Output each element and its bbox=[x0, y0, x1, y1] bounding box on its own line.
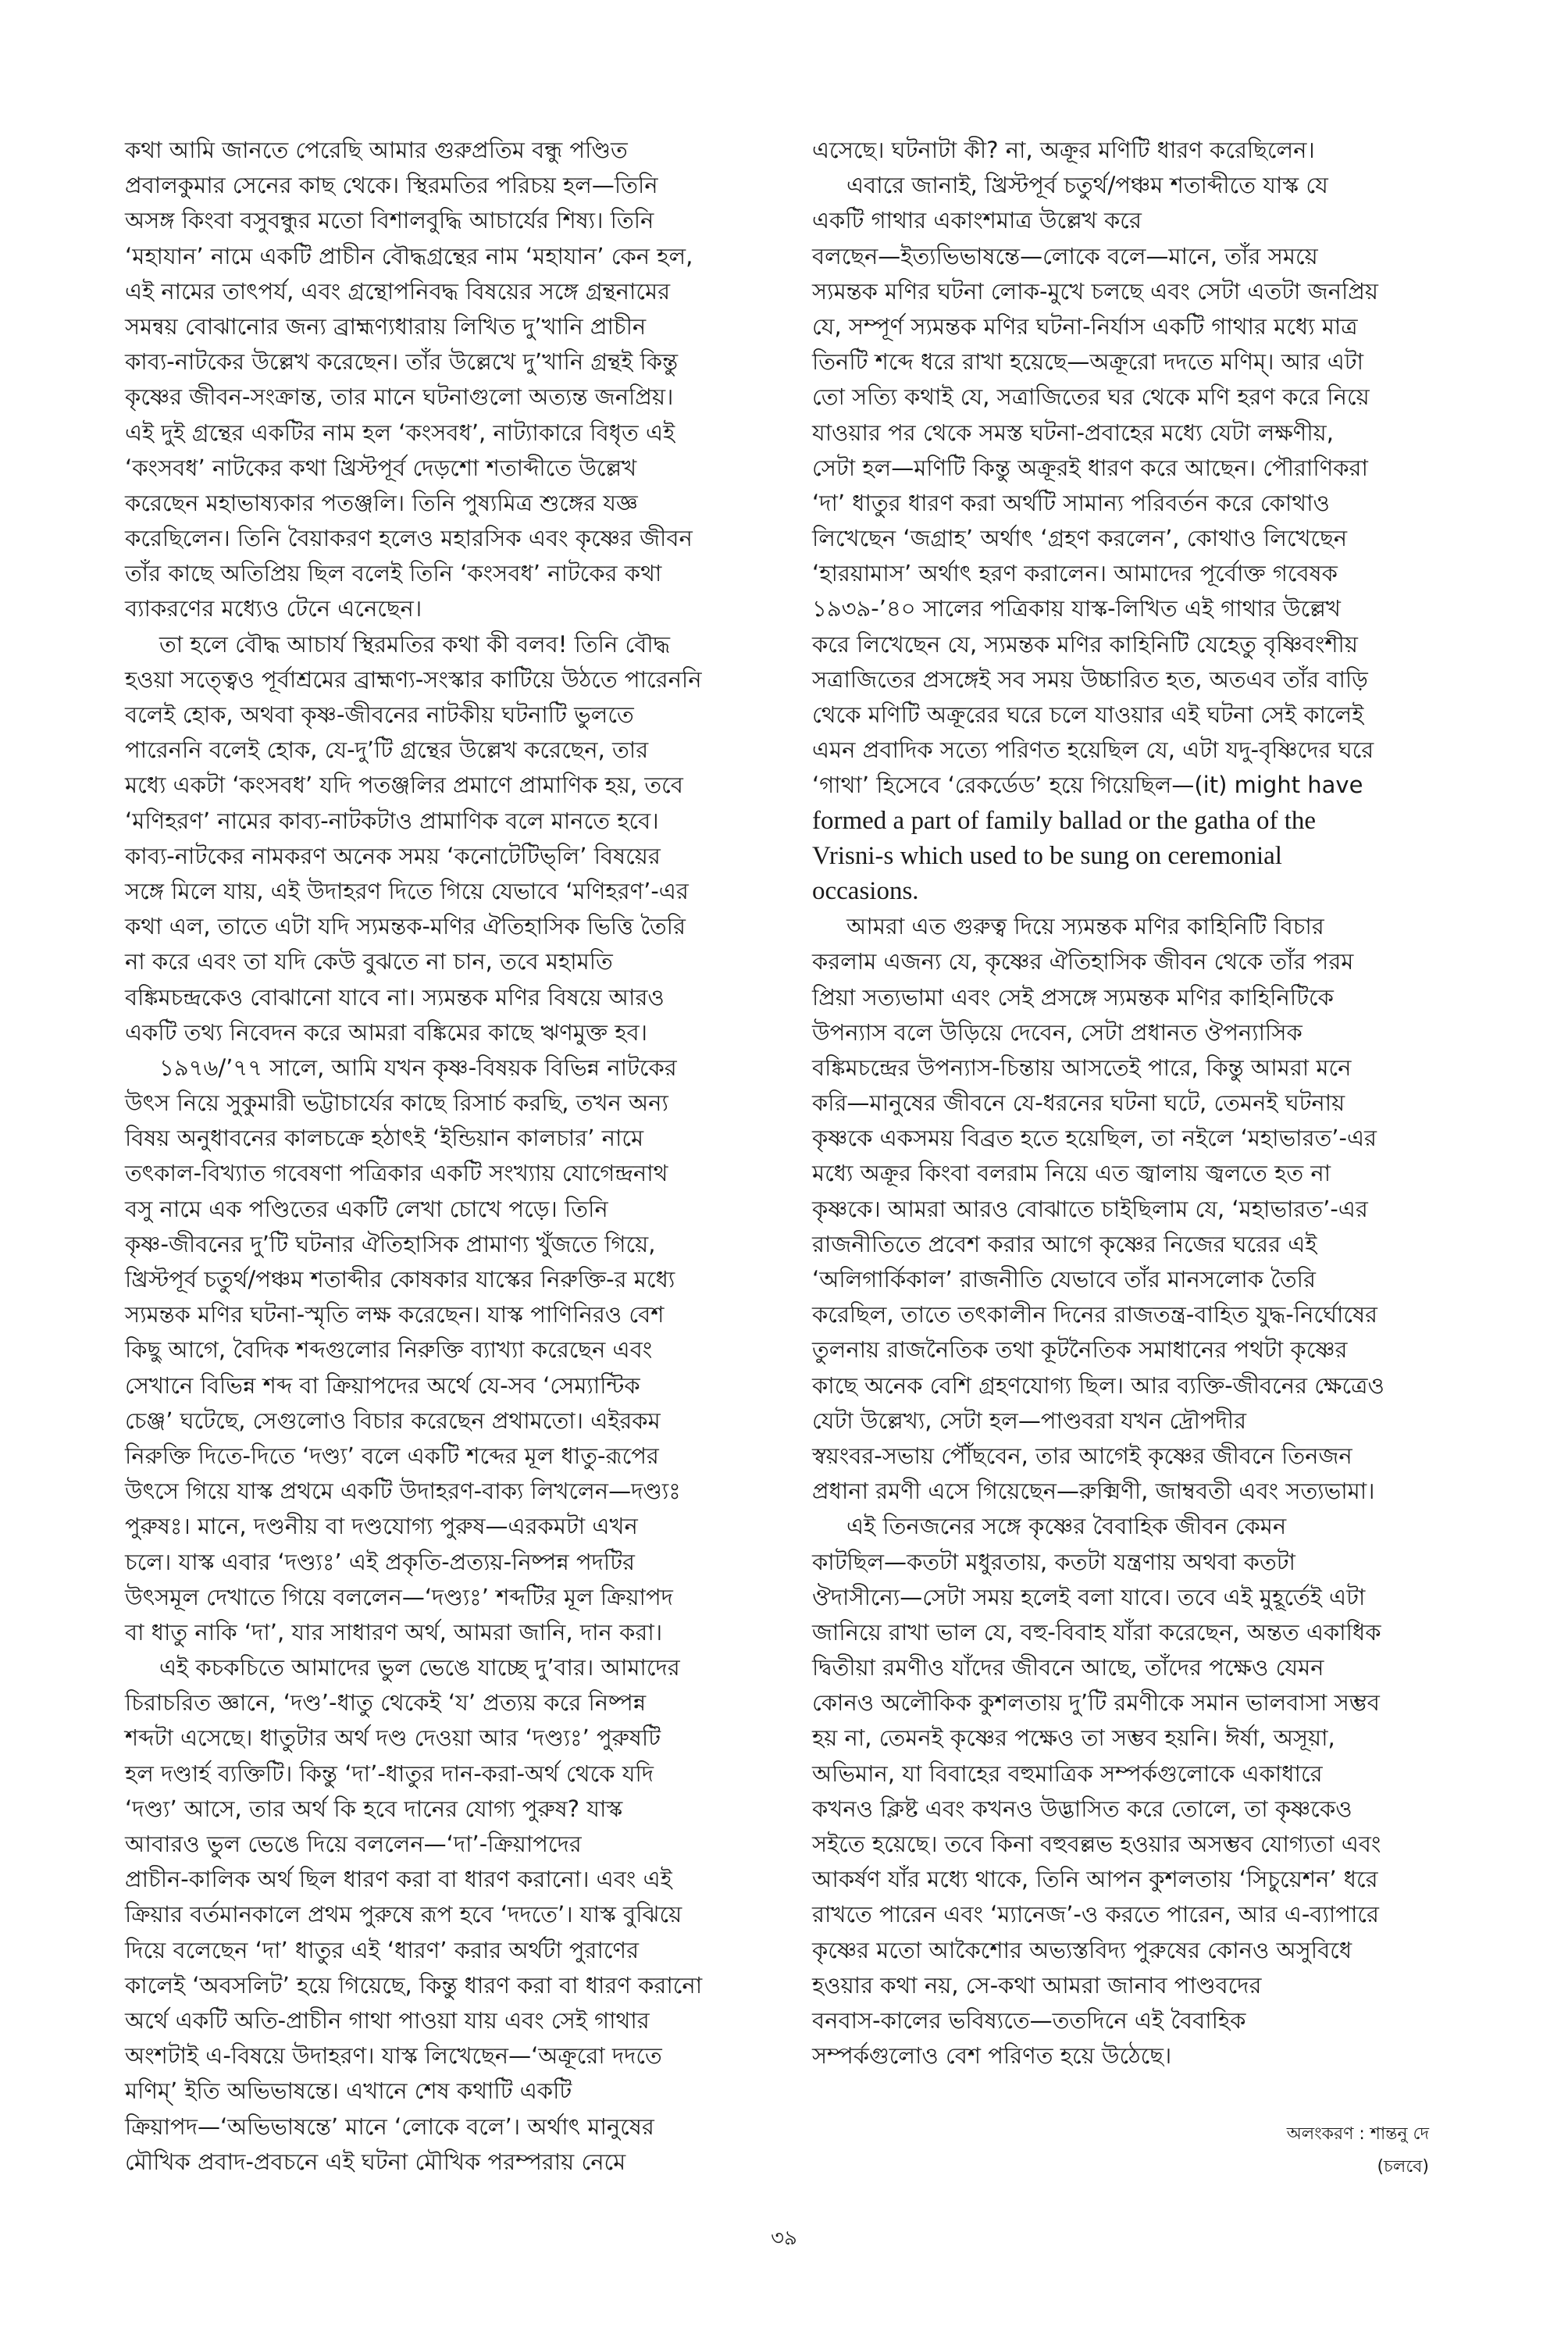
text-line: অসঙ্গ কিংবা বসুবন্ধুর মতো বিশালবুদ্ধি আচার্যের শিষ্য। তিনি bbox=[125, 207, 654, 234]
text-line: আবারও ভুল ভেঙে দিয়ে বললেন—‘দা’-ক্রিয়াপদের bbox=[125, 1831, 582, 1857]
text-line: এসেছে। ঘটনাটা কী? না, অক্রূর মণিটি ধারণ করেছিলেন। bbox=[812, 137, 1315, 163]
text-line: চেঞ্জ’ ঘটেছে, সেগুলোও বিচার করেছেন প্রথামতো। এইরকম bbox=[125, 1407, 661, 1434]
text-line: করি—মানুষের জীবনে যে-ধরনের ঘটনা ঘটে, তেমনই ঘটনায় bbox=[812, 1089, 1345, 1117]
text-line: সইতে হয়েছে। তবে কিনা বহুবল্লভ হওয়ার অসম্ভব যোগ্যতা এবং bbox=[812, 1831, 1381, 1857]
text-line: যাওয়ার পর থেকে সমস্ত ঘটনা-প্রবাহের মধ্যে যেটা লক্ষণীয়, bbox=[812, 419, 1334, 446]
text-line: প্রধানা রমণী এসে গিয়েছেন—রুক্মিণী, জাম্ববতী এবং সত্যভামা। bbox=[812, 1478, 1375, 1505]
text-line: চিরাচরিত জ্ঞানে, ‘দণ্ড’-ধাতু থেকেই ‘য’ প্রত্যয় করে নিষ্পন্ন bbox=[125, 1689, 647, 1717]
text-line: হয় না, তেমনই কৃষ্ণের পক্ষেও তা সম্ভব হয়নি। ঈর্ষা, অসূয়া, bbox=[812, 1724, 1335, 1752]
text-line: বলছেন—ইত্যভিভাষন্তে—লোকে বলে—মানে, তাঁর সময়ে bbox=[812, 242, 1318, 269]
text-line: আকর্ষণ যাঁর মধ্যে থাকে, তিনি আপন কুশলতায় ‘সিচুয়েশন’ ধরে bbox=[812, 1866, 1378, 1893]
text-line: একটি গাথার একাংশমাত্র উল্লেখ করে bbox=[812, 207, 1142, 234]
text-line: কালেই ‘অবসলিট’ হয়ে গিয়েছে, কিন্তু ধারণ করা বা ধারণ করানো bbox=[125, 1971, 703, 1999]
text-line: উৎস নিয়ে সুকুমারী ভট্টাচার্যের কাছে রিসার্চ করছি, তখন অন্য bbox=[125, 1089, 668, 1117]
text-line: কাটছিল—কতটা মধুরতায়, কতটা যন্ত্রণায় অথবা কতটা bbox=[812, 1548, 1295, 1575]
text-line: ‘মহাযান’ নামে একটি প্রাচীন বৌদ্ধগ্রন্থের নাম ‘মহাযান’ কেন হল, bbox=[125, 242, 693, 269]
text-line: এমন প্রবাদিক সত্যে পরিণত হয়েছিল যে, এটা যদু-বৃষ্ণিদের ঘরে bbox=[812, 736, 1374, 764]
paragraph bbox=[125, 1650, 757, 2180]
text-line: কৃষ্ণকে একসময় বিব্রত হতে হয়েছিল, তা নইলে ‘মহাভারত’-এর bbox=[812, 1125, 1377, 1152]
continued-note: (চলবে) bbox=[1377, 2157, 1429, 2177]
text-line: করে লিখেছেন যে, স্যমন্তক মণির কাহিনিটি যেহেতু বৃষ্ণিবংশীয় bbox=[812, 630, 1358, 658]
text-line: রাজনীতিতে প্রবেশ করার আগে কৃষ্ণের নিজের ঘরের এই bbox=[812, 1230, 1317, 1257]
text-line: ঔদাসীন্যে—সেটা সময় হলেই বলা যাবে। তবে এই মুহূর্তেই এটা bbox=[812, 1583, 1366, 1610]
page-number: ৩৯ bbox=[771, 2227, 797, 2250]
text-line: মৌখিক প্রবাদ-প্রবচনে এই ঘটনা মৌখিক পরম্পরায় নেমে bbox=[125, 2148, 626, 2175]
text-line: অংশটাই এ-বিষয়ে উদাহরণ। যাস্ক লিখেছেন—‘অক্রূরো দদতে bbox=[125, 2042, 662, 2070]
text-line: কোনও অলৌকিক কুশলতায় দু’টি রমণীকে সমান ভালবাসা সম্ভব bbox=[812, 1689, 1380, 1717]
text-line: ‘দণ্ড্য’ আসে, তার অর্থ কি হবে দানের যোগ্য পুরুষ? যাস্ক bbox=[125, 1795, 623, 1822]
text-line: বঙ্কিমচন্দ্রের উপন্যাস-চিন্তায় আসতেই পারে, কিন্তু আমরা মনে bbox=[812, 1054, 1352, 1081]
paragraph bbox=[812, 909, 1452, 1509]
text-line: বিষয় অনুধাবনের কালচক্রে হঠাৎই ‘ইন্ডিয়ান কালচার’ নামে bbox=[125, 1125, 644, 1152]
text-line: দ্বিতীয়া রমণীও যাঁদের জীবনে আছে, তাঁদের পক্ষেও যেমন bbox=[812, 1654, 1324, 1681]
text-line: ‘অলিগার্কিকাল’ রাজনীতি যেভাবে তাঁর মানসলোক তৈরি bbox=[812, 1266, 1316, 1293]
text-line: তিনটি শব্দে ধরে রাখা হয়েছে—অক্রূরো দদতে মণিম্। আর এটা bbox=[812, 348, 1363, 376]
text-line: প্রবালকুমার সেনের কাছ থেকে। স্থিরমতির পরিচয় হল—তিনি bbox=[125, 172, 658, 199]
text-line: ক্রিয়ার বর্তমানকালে প্রথম পুরুষে রূপ হবে ‘দদতে’। যাস্ক বুঝিয়ে bbox=[125, 1901, 682, 1928]
text-line: জানিয়ে রাখা ভাল যে, বহু-বিবাহ যাঁরা করেছেন, অন্তত একাধিক bbox=[812, 1618, 1381, 1646]
text-line: থেকে মণিটি অক্রূরের ঘরে চলে যাওয়ার এই ঘটনা সেই কালেই bbox=[812, 701, 1364, 728]
text-line: সেটা হল—মণিটি কিন্তু অক্রূরই ধারণ করে আছেন। পৌরাণিকরা bbox=[812, 454, 1368, 481]
text-line: Vrisni-s which used to be sung on ceremonial bbox=[812, 841, 1282, 870]
text-line: হওয়া সত্ত্বেও পূর্বাশ্রমের ব্রাহ্মণ্য-সংস্কার কাটিয়ে উঠতে পারেননি bbox=[125, 665, 702, 693]
text-line: এবারে জানাই, খ্রিস্টপূর্ব চতুর্থ/পঞ্চম শতাব্দীতে যাস্ক যে bbox=[846, 172, 1328, 199]
text-line: সম্পর্কগুলোও বেশ পরিণত হয়ে উঠেছে। bbox=[812, 2042, 1172, 2070]
text-line: করেছিলেন। তিনি বৈয়াকরণ হলেও মহারসিক এবং কৃষ্ণের জীবন bbox=[125, 525, 693, 552]
text-line: উৎসমূল দেখাতে গিয়ে বললেন—‘দণ্ড্যঃ’ শব্দটির মূল ক্রিয়াপদ bbox=[125, 1583, 673, 1610]
article-column-right bbox=[812, 133, 1452, 2074]
text-line: অভিমান, যা বিবাহের বহুমাত্রিক সম্পর্কগুলোকে একাধারে bbox=[812, 1760, 1323, 1787]
paragraph bbox=[812, 1509, 1452, 2074]
text-line: যে, সম্পূর্ণ স্যমন্তক মণির ঘটনা-নির্যাস একটি গাথার মধ্যে মাত্র bbox=[812, 312, 1358, 340]
text-line: formed a part of family ballad or the gatha of the bbox=[812, 806, 1317, 835]
text-line: ব্যাকরণের মধ্যেও টেনে এনেছেন। bbox=[125, 595, 422, 622]
text-line: কিছু আগে, বৈদিক শব্দগুলোর নিরুক্তি ব্যাখ্যা করেছেন এবং bbox=[125, 1336, 653, 1364]
text-line: খ্রিস্টপূর্ব চতুর্থ/পঞ্চম শতাব্দীর কোষকার যাস্কের নিরুক্তি-র মধ্যে bbox=[125, 1266, 675, 1293]
text-line: ১৯৩৯-’৪০ সালের পত্রিকায় যাস্ক-লিখিত এই গাথার উল্লেখ bbox=[812, 595, 1341, 622]
text-line: সমন্বয় বোঝানোর জন্য ব্রাহ্মণ্যধারায় লিখিত দু’খানি প্রাচীন bbox=[125, 312, 647, 340]
text-line: সত্রাজিতের প্রসঙ্গেই সব সময় উচ্চারিত হত, অতএব তাঁর বাড়ি bbox=[812, 665, 1368, 693]
text-line: স্যমন্তক মণির ঘটনা লোক-মুখে চলছে এবং সেটা এতটা জনপ্রিয় bbox=[812, 277, 1378, 305]
text-line: পারেননি বলেই হোক, যে-দু’টি গ্রন্থের উল্লেখ করেছেন, তার bbox=[125, 736, 649, 764]
text-line: পুরুষঃ। মানে, দণ্ডনীয় বা দণ্ডযোগ্য পুরুষ—এরকমটা এখন bbox=[125, 1513, 638, 1540]
paragraph bbox=[125, 133, 757, 627]
paragraph bbox=[125, 1050, 757, 1650]
text-line: ১৯৭৬/’৭৭ সালে, আমি যখন কৃষ্ণ-বিষয়ক বিভিন্ন নাটকের bbox=[159, 1054, 677, 1081]
text-line: কথা এল, তাতে এটা যদি স্যমন্তক-মণির ঐতিহাসিক ভিত্তি তৈরি bbox=[125, 913, 686, 940]
text-line: occasions. bbox=[812, 876, 919, 905]
text-line: দিয়ে বলেছেন ‘দা’ ধাতুর এই ‘ধারণ’ করার অর্থটা পুরাণের bbox=[125, 1936, 640, 1963]
text-line: হওয়ার কথা নয়, সে-কথা আমরা জানাব পাণ্ডবদের bbox=[812, 1971, 1262, 1999]
text-line: বসু নামে এক পণ্ডিতের একটি লেখা চোখে পড়ে। তিনি bbox=[125, 1195, 608, 1222]
text-line: করেছেন মহাভাষ্যকার পতঞ্জলি। তিনি পুষ্যমিত্র শুঙ্গের যজ্ঞ bbox=[125, 489, 638, 516]
text-line: বা ধাতু নাকি ‘দা’, যার সাধারণ অর্থ, আমরা জানি, দান করা। bbox=[125, 1618, 663, 1646]
article-column-left bbox=[125, 133, 757, 2180]
text-line: তাঁর কাছে অতিপ্রিয় ছিল বলেই তিনি ‘কংসবধ’ নাটকের কথা bbox=[125, 560, 662, 587]
text-line: আমরা এত গুরুত্ব দিয়ে স্যমন্তক মণির কাহিনিটি বিচার bbox=[846, 913, 1324, 940]
text-line: বনবাস-কালের ভবিষ্যতে—ততদিনে এই বৈবাহিক bbox=[812, 2006, 1246, 2034]
illustration-credit: অলংকরণ : শান্তনু দে bbox=[1286, 2124, 1429, 2144]
text-line: কৃষ্ণ-জীবনের দু’টি ঘটনার ঐতিহাসিক প্রামাণ্য খুঁজতে গিয়ে, bbox=[125, 1230, 656, 1257]
text-line: এই কচকচিতে আমাদের ভুল ভেঙে যাচ্ছে দু’বার। আমাদের bbox=[159, 1654, 680, 1681]
text-line: কখনও ক্লিষ্ট এবং কখনও উদ্ভাসিত করে তোলে, তা কৃষ্ণকেও bbox=[812, 1795, 1352, 1822]
paragraph bbox=[125, 627, 757, 1050]
text-line: লিখেছেন ‘জগ্রাহ’ অর্থাৎ ‘গ্রহণ করলেন’, কোথাও লিখেছেন bbox=[812, 525, 1348, 552]
text-line: এই তিনজনের সঙ্গে কৃষ্ণের বৈবাহিক জীবন কেমন bbox=[846, 1513, 1287, 1540]
text-line: রাখতে পারেন এবং ‘ম্যানেজ’-ও করতে পারেন, আর এ-ব্যাপারে bbox=[812, 1901, 1379, 1928]
text-line: হল দণ্ডার্হ ব্যক্তিটি। কিন্তু ‘দা’-ধাতুর দান-করা-অর্থ থেকে যদি bbox=[125, 1760, 654, 1787]
paragraph bbox=[812, 168, 1452, 909]
text-line: যেটা উল্লেখ্য, সেটা হল—পাণ্ডবরা যখন দ্রৌপদীর bbox=[812, 1407, 1247, 1434]
text-line: স্যমন্তক মণির ঘটনা-স্মৃতি লক্ষ করেছেন। যাস্ক পাণিনিরও বেশ bbox=[125, 1301, 665, 1328]
text-line: সেখানে বিভিন্ন শব্দ বা ক্রিয়াপদের অর্থে যে-সব ‘সেম্যান্টিক bbox=[125, 1371, 640, 1399]
text-line: কৃষ্ণের মতো আকৈশোর অভ্যস্তবিদ্য পুরুষের কোনও অসুবিধে bbox=[812, 1936, 1352, 1963]
text-line: ‘কংসবধ’ নাটকের কথা খ্রিস্টপূর্ব দেড়শো শতাব্দীতে উল্লেখ bbox=[125, 454, 637, 481]
text-line: মধ্যে অক্রূর কিংবা বলরাম নিয়ে এত জ্বালায় জ্বলতে হত না bbox=[812, 1160, 1331, 1187]
text-line: উপন্যাস বলে উড়িয়ে দেবেন, সেটা প্রধানত ঔপন্যাসিক bbox=[812, 1018, 1303, 1046]
paragraph bbox=[812, 133, 1452, 168]
text-line: কাব্য-নাটকের উল্লেখ করেছেন। তাঁর উল্লেখে দু’খানি গ্রন্থই কিন্তু bbox=[125, 348, 679, 376]
text-line: সঙ্গে মিলে যায়, এই উদাহরণ দিতে গিয়ে যেভাবে ‘মণিহরণ’-এর bbox=[125, 877, 689, 904]
credit-block bbox=[1287, 2118, 1429, 2184]
text-line: নিরুক্তি দিতে-দিতে ‘দণ্ড্য’ বলে একটি শব্দের মূল ধাতু-রূপের bbox=[125, 1442, 659, 1469]
text-line: কৃষ্ণকে। আমরা আরও বোঝাতে চাইছিলাম যে, ‘মহাভারত’-এর bbox=[812, 1195, 1368, 1222]
text-line: প্রাচীন-কালিক অর্থ ছিল ধারণ করা বা ধারণ করানো। এবং এই bbox=[125, 1866, 672, 1893]
text-line: চলে। যাস্ক এবার ‘দণ্ড্যঃ’ এই প্রকৃতি-প্রত্যয়-নিষ্পন্ন পদটির bbox=[125, 1548, 635, 1575]
text-line: এই নামের তাৎপর্য, এবং গ্রন্থোপনিবদ্ধ বিষয়ের সঙ্গে গ্রন্থনামের bbox=[125, 277, 671, 305]
text-line: একটি তথ্য নিবেদন করে আমরা বঙ্কিমের কাছে ঋণমুক্ত হব। bbox=[125, 1018, 648, 1046]
text-line: করেছিল, তাতে তৎকালীন দিনের রাজতন্ত্র-বাহিত যুদ্ধ-নির্ঘোষের bbox=[812, 1301, 1378, 1328]
text-line: বঙ্কিমচন্দ্রকেও বোঝানো যাবে না। স্যমন্তক মণির বিষয়ে আরও bbox=[125, 983, 665, 1011]
text-line: ক্রিয়াপদ—‘অভিভাষন্তে’ মানে ‘লোকে বলে’। অর্থাৎ মানুষের bbox=[125, 2113, 654, 2140]
text-line: ‘মণিহরণ’ নামের কাব্য-নাটকটাও প্রামাণিক বলে মানতে হবে। bbox=[125, 807, 659, 834]
text-line: কাব্য-নাটকের নামকরণ অনেক সময় ‘কনোটেটিভ্‌লি’ বিষয়ের bbox=[125, 842, 661, 869]
text-line: ‘গাথা’ হিসেবে ‘রেকর্ডেড’ হয়ে গিয়েছিল—(it) might have bbox=[812, 772, 1363, 799]
text-line: ‘দা’ ধাতুর ধারণ করা অর্থটি সামান্য পরিবর্তন করে কোথাও bbox=[812, 489, 1330, 516]
text-line: কৃষ্ণের জীবন-সংক্রান্ত, তার মানে ঘটনাগুলো অত্যন্ত জনপ্রিয়। bbox=[125, 383, 674, 411]
text-line: না করে এবং তা যদি কেউ বুঝতে না চান, তবে মহামতি bbox=[125, 948, 613, 975]
text-line: তৎকাল-বিখ্যাত গবেষণা পত্রিকার একটি সংখ্যায় যোগেন্দ্রনাথ bbox=[125, 1160, 668, 1187]
text-line: ‘হারয়ামাস’ অর্থাৎ হরণ করালেন। আমাদের পূর্বোক্ত গবেষক bbox=[812, 560, 1338, 587]
text-line: কথা আমি জানতে পেরেছি আমার গুরুপ্রতিম বন্ধু পণ্ডিত bbox=[125, 137, 628, 163]
text-line: করলাম এজন্য যে, কৃষ্ণের ঐতিহাসিক জীবন থেকে তাঁর পরম bbox=[812, 948, 1354, 975]
text-line: শব্দটা এসেছে। ধাতুটার অর্থ দণ্ড দেওয়া আর ‘দণ্ড্যঃ’ পুরুষটি bbox=[125, 1724, 661, 1752]
text-line: তুলনায় রাজনৈতিক তথা কূটনৈতিক সমাধানের পথটা কৃষ্ণের bbox=[812, 1336, 1348, 1364]
text-line: উৎসে গিয়ে যাস্ক প্রথমে একটি উদাহরণ-বাক্য লিখলেন—দণ্ড্যঃ bbox=[125, 1478, 681, 1505]
text-line: প্রিয়া সত্যভামা এবং সেই প্রসঙ্গে স্যমন্তক মণির কাহিনিটিকে bbox=[812, 983, 1334, 1011]
text-line: কাছে অনেক বেশি গ্রহণযোগ্য ছিল। আর ব্যক্তি-জীবনের ক্ষেত্রেও bbox=[812, 1371, 1384, 1399]
text-line: তা হলে বৌদ্ধ আচার্য স্থিরমতির কথা কী বলব! তিনি বৌদ্ধ bbox=[159, 630, 670, 658]
text-line: এই দুই গ্রন্থের একটির নাম হল ‘কংসবধ’, নাট্যাকারে বিধৃত এই bbox=[125, 419, 675, 446]
text-line: মণিম্’ ইতি অভিভাষন্তে। এখানে শেষ কথাটি একটি bbox=[125, 2077, 572, 2105]
text-line: স্বয়ংবর-সভায় পৌঁছবেন, তার আগেই কৃষ্ণের জীবনে তিনজন bbox=[812, 1442, 1352, 1469]
text-line: মধ্যে একটা ‘কংসবধ’ যদি পতঞ্জলির প্রমাণে প্রামাণিক হয়, তবে bbox=[125, 772, 683, 799]
text-line: অর্থে একটি অতি-প্রাচীন গাথা পাওয়া যায় এবং সেই গাথার bbox=[125, 2006, 650, 2034]
text-line: বলেই হোক, অথবা কৃষ্ণ-জীবনের নাটকীয় ঘটনাটি ভুলতে bbox=[125, 701, 634, 728]
text-line: তো সত্যি কথাই যে, সত্রাজিতের ঘর থেকে মণি হরণ করে নিয়ে bbox=[812, 383, 1370, 411]
